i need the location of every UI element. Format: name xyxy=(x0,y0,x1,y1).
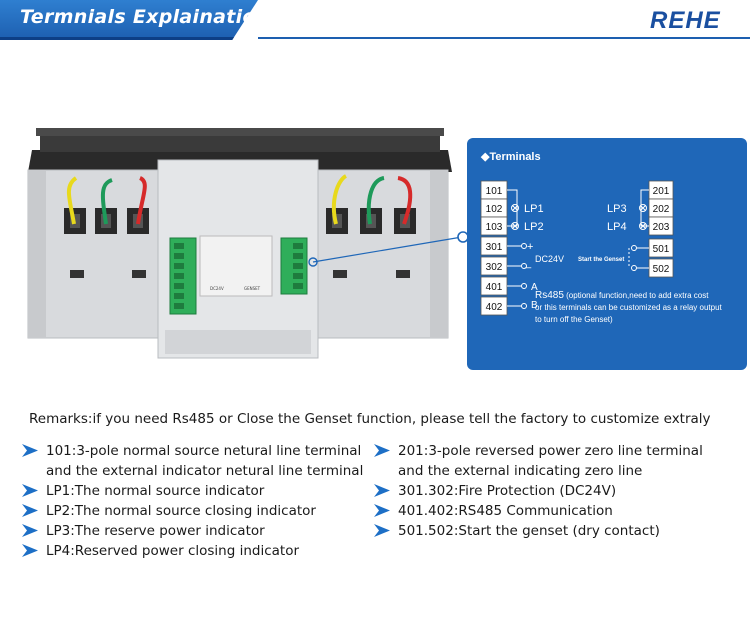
lp2-label: LP2 xyxy=(524,221,544,233)
brand-logo: REHE xyxy=(650,7,721,34)
terminal-501: 501 xyxy=(652,244,670,255)
device-label-genset: GENSET xyxy=(244,286,261,291)
terminal-502: 502 xyxy=(652,264,670,275)
list-item xyxy=(22,501,363,521)
dc24v-label: DC24V xyxy=(535,254,565,264)
chevron-right-icon xyxy=(374,444,390,457)
list-item-text: 501.502:Start the genset (dry contact) xyxy=(398,523,660,539)
terminal-401: 401 xyxy=(485,282,503,293)
chevron-right-icon xyxy=(374,504,390,517)
list-item-text: 201:3-pole reversed power zero line terminal xyxy=(398,443,703,459)
right-description-list xyxy=(374,441,703,541)
rs485-line1: (optional function,need to add extra cost xyxy=(563,291,709,300)
terminal-102: 102 xyxy=(485,204,503,215)
terminal-202: 202 xyxy=(652,204,670,215)
terminal-301: 301 xyxy=(485,242,503,253)
list-item-text-2: and the external indicating zero line xyxy=(398,463,643,479)
list-item xyxy=(22,521,363,541)
plus-label: + xyxy=(527,241,534,253)
lp1-label: LP1 xyxy=(524,203,544,215)
panel-title: ◆Terminals xyxy=(481,151,541,163)
chevron-right-icon xyxy=(374,524,390,537)
lp3-label: LP3 xyxy=(607,203,627,215)
list-item-text: LP3:The reserve power indicator xyxy=(46,523,265,539)
list-item-text-2: and the external indicator netural line terminal xyxy=(46,463,364,479)
remarks-text: Remarks:if you need Rs485 or Close the Genset function, please tell the factory to customize extraly xyxy=(29,411,711,427)
list-item xyxy=(22,441,363,481)
b-label: B xyxy=(531,300,538,311)
rs485-note xyxy=(535,290,722,326)
chevron-right-icon xyxy=(374,484,390,497)
list-item-text: 301.302:Fire Protection (DC24V) xyxy=(398,483,617,499)
list-item-text: LP2:The normal source closing indicator xyxy=(46,503,316,519)
rs485-line3: to turn off the Genset) xyxy=(535,315,613,324)
list-item-text: 401.402:RS485 Communication xyxy=(398,503,613,519)
terminal-302: 302 xyxy=(485,262,503,273)
list-item xyxy=(374,501,703,521)
a-label: A xyxy=(531,282,538,293)
rs485-title: Rs485 xyxy=(535,290,564,301)
terminals-panel xyxy=(467,138,747,370)
terminals-diagram xyxy=(467,138,747,370)
list-item-text: LP4:Reserved power closing indicator xyxy=(46,543,299,559)
list-item xyxy=(22,481,363,501)
list-item xyxy=(22,541,363,561)
list-item-text: LP1:The normal source indicator xyxy=(46,483,265,499)
chevron-right-icon xyxy=(22,484,38,497)
terminal-103: 103 xyxy=(485,222,503,233)
terminal-203: 203 xyxy=(652,222,670,233)
chevron-right-icon xyxy=(22,524,38,537)
start-genset-label: Start the Genset xyxy=(578,257,625,263)
minus-label: _ xyxy=(525,257,532,269)
terminal-201: 201 xyxy=(652,186,670,197)
chevron-right-icon xyxy=(22,504,38,517)
chevron-right-icon xyxy=(22,444,38,457)
list-item xyxy=(374,521,703,541)
list-item xyxy=(374,481,703,501)
page-title: Termnials Explaination xyxy=(20,6,270,28)
lp4-label: LP4 xyxy=(607,221,627,233)
list-item xyxy=(374,441,703,481)
list-item-text: 101:3-pole normal source netural line terminal xyxy=(46,443,362,459)
chevron-right-icon xyxy=(22,544,38,557)
terminal-101: 101 xyxy=(485,186,503,197)
left-description-list xyxy=(22,441,363,561)
device-label-dc24v: DC24V xyxy=(210,286,224,291)
rs485-line2: or this terminals can be customized as a relay output xyxy=(535,303,722,312)
terminal-402: 402 xyxy=(485,302,503,313)
